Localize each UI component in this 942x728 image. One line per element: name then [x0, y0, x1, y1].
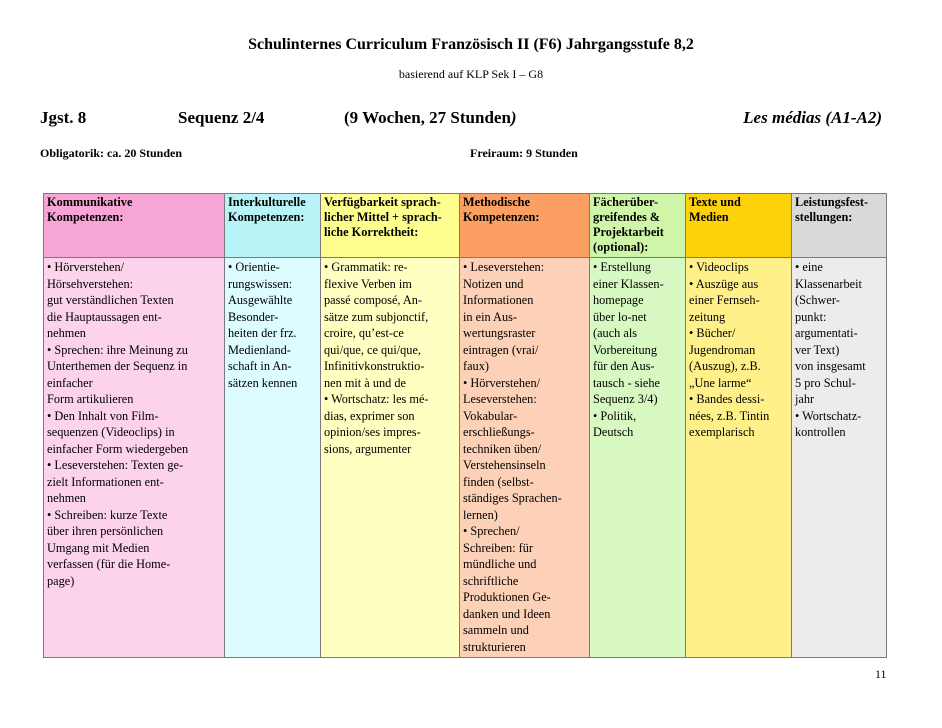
- header-methodische: [460, 194, 590, 258]
- header-faecheruebergreifend-text: Fächerüber- greifendes & Projektarbeit (optional):: [593, 195, 664, 254]
- header-sprachliche-mittel: [321, 194, 460, 258]
- jgst-label: Jgst. 8: [40, 108, 87, 127]
- cell-faecheruebergreifend: [590, 258, 686, 658]
- sequenz-label: Sequenz 2/4: [178, 108, 265, 127]
- duration-label: [344, 108, 517, 128]
- cell-sprachliche-mittel-text: • Grammatik: re- flexive Verben im passé composé, An- sätze zum subjonctif, croire, qu’est-ce qui/que, ce qui/que, Infinitivkonstruktio- nen mit à und de • Wortschatz: les mé- dias, exprimer son opinion/ses impres- sions, argumenter: [324, 260, 429, 456]
- table-row: [44, 258, 887, 658]
- page-number: 11: [875, 667, 887, 681]
- cell-kommunikative: [44, 258, 225, 658]
- cell-methodische: [460, 258, 590, 658]
- header-methodische-text: Methodische Kompetenzen:: [463, 195, 540, 224]
- cell-sprachliche-mittel: [321, 258, 460, 658]
- obligatorik-label: Obligatorik: ca. 20 Stunden: [40, 146, 183, 160]
- cell-faecheruebergreifend-text: • Erstellung einer Klassen- homepage über lo-net (auch als Vorbereitung für den Aus- tausch - siehe Sequenz 3/4) • Politik, Deutsch: [593, 260, 664, 439]
- cell-kommunikative-text: • Hörverstehen/ Hörsehverstehen: gut verständlichen Texten die Hauptaussagen ent- nehmen • Sprechen: ihre Meinung zu Unterthemen der Sequenz in einfacher Form artikulieren • Den Inhalt von Film- sequenzen (Videoclips) in einfacher Form wiedergeben • Leseverstehen: Texten ge- zielt Informationen ent- nehmen • Schreiben: kurze Texte über ihren persönlichen Umgang mit Medien verfassen (für die Home- page): [47, 260, 189, 588]
- header-faecheruebergreifend: [590, 194, 686, 258]
- cell-leistungsfeststellungen: [792, 258, 887, 658]
- table-header-row: [44, 194, 887, 258]
- cell-texte-medien: [686, 258, 792, 658]
- header-interkulturelle: [225, 194, 321, 258]
- header-leistungsfeststellungen-text: Leistungsfest- stellungen:: [795, 195, 869, 224]
- cell-interkulturelle-text: • Orientie- rungswissen: Ausgewählte Besonder- heiten der frz. Medienland- schaft in An- sätzen kennen: [228, 260, 298, 390]
- duration-text: (9 Wochen, 27 Stunden: [344, 108, 511, 127]
- header-texte-medien-text: Texte und Medien: [689, 195, 741, 224]
- document-subtitle: basierend auf KLP Sek I – G8: [398, 67, 544, 81]
- header-kommunikative: [44, 194, 225, 258]
- header-interkulturelle-text: Interkulturelle Kompetenzen:: [228, 195, 306, 224]
- theme-label: Les médias (A1-A2): [743, 108, 882, 127]
- header-kommunikative-text: Kommunikative Kompetenzen:: [47, 195, 133, 224]
- curriculum-table: [43, 193, 887, 658]
- duration-close: ): [510, 108, 517, 127]
- cell-interkulturelle: [225, 258, 321, 658]
- header-leistungsfeststellungen: [792, 194, 887, 258]
- document-title: Schulinternes Curriculum Französisch II (F6) Jahrgangsstufe 8,2: [248, 36, 694, 53]
- cell-methodische-text: • Leseverstehen: Notizen und Informationen in ein Aus- wertungsraster eintragen (vrai/ faux) • Hörverstehen/ Leseverstehen: Vokabular- erschließungs- techniken üben/ Verstehensinseln finden (selbst- ständiges Sprachen- lernen) • Sprechen/ Schreiben: für mündliche und schriftliche Produktionen Ge- danken und Ideen sammeln und strukturieren: [463, 260, 562, 654]
- cell-leistungsfeststellungen-text: • eine Klassenarbeit (Schwer- punkt: argumentati- ver Text) von insgesamt 5 pro Schul- jahr • Wortschatz- kontrollen: [795, 260, 866, 439]
- header-sprachliche-mittel-text: Verfügbarkeit sprach- licher Mittel + sprach- liche Korrektheit:: [324, 195, 442, 239]
- cell-texte-medien-text: • Videoclips • Auszüge aus einer Fernseh- zeitung • Bücher/ Jugendroman (Auszug), z.B. „Une larme“ • Bandes dessi- nées, z.B. Tintin exemplarisch: [689, 260, 770, 439]
- freiraum-label: Freiraum: 9 Stunden: [470, 146, 578, 160]
- header-texte-medien: [686, 194, 792, 258]
